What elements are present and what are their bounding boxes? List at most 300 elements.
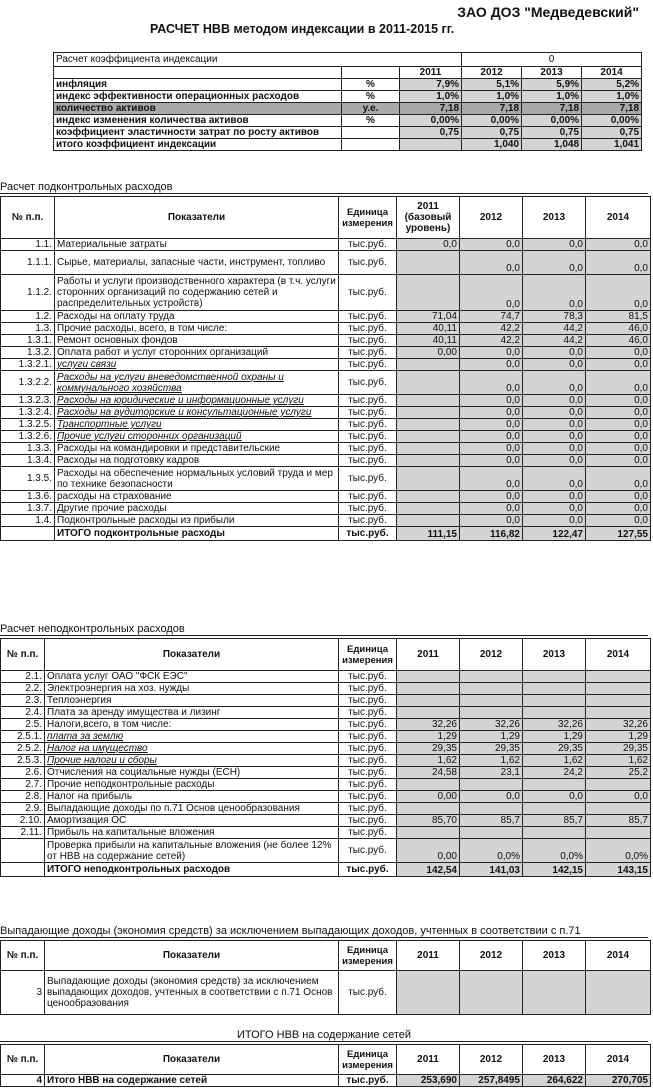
row-label: Выпадающие доходы (экономия средств) за исключением выпадающих доходов, учтенных в соответствии с п.71 Основ ценообразования	[45, 971, 339, 1015]
company-name: ЗАО ДОЗ "Медведевский"	[457, 4, 639, 20]
col-name-header: Показатели	[45, 1045, 339, 1075]
row-value: 0,0	[460, 407, 523, 419]
row-number: 2.7.	[1, 779, 45, 791]
col-year-header: 2014	[586, 941, 651, 971]
row-label: Сырье, материалы, запасные части, инструмент, топливо	[55, 251, 339, 275]
row-number: 2.5.3.	[1, 755, 45, 767]
row-label: расходы на страхование	[55, 491, 339, 503]
row-value	[397, 515, 460, 527]
coef-row-value: 7,18	[462, 103, 522, 115]
row-unit: тыс.руб.	[339, 251, 397, 275]
coef-row-value: 1,0%	[462, 91, 522, 103]
col-year-header: 2014	[586, 1045, 651, 1075]
table-row	[1, 395, 651, 407]
row-value: 0,0	[523, 251, 586, 275]
row-unit: тыс.руб.	[339, 359, 397, 371]
col-year-header: 2013	[523, 1045, 586, 1075]
row-value: 0,0%	[460, 839, 523, 863]
col-year-header: 2012	[460, 941, 523, 971]
row-value: 0,0	[460, 791, 523, 803]
table-row	[1, 491, 651, 503]
col-year-header: 2014	[586, 197, 651, 239]
col-year-header: 2011	[397, 639, 460, 671]
row-number: 2.5.	[1, 719, 45, 731]
row-unit: тыс.руб.	[339, 407, 397, 419]
table-row	[1, 443, 651, 455]
row-value: 0,0	[586, 455, 651, 467]
row-number: 2.5.2.	[1, 743, 45, 755]
row-value: 270,705	[586, 1075, 651, 1087]
row-value	[586, 707, 651, 719]
row-number: 1.3.2.5.	[1, 419, 55, 431]
row-label: Расходы на услуги вневедомственной охраны и коммунального хозяйства	[55, 371, 339, 395]
row-value	[397, 275, 460, 311]
row-value: 1,62	[460, 755, 523, 767]
lost-income-section-title: Выпадающие доходы (экономия средств) за исключением выпадающих доходов, учтенных в соответствии с п.71	[0, 925, 648, 938]
coef-row-value: 1,041	[582, 139, 642, 151]
coef-row-value: 0,00%	[582, 115, 642, 127]
row-value: 71,04	[397, 311, 460, 323]
row-value: 85,7	[586, 815, 651, 827]
row-value: 116,82	[460, 527, 523, 541]
row-value: 1,29	[460, 731, 523, 743]
row-unit: тыс.руб.	[339, 827, 397, 839]
row-value: 0,0	[586, 347, 651, 359]
row-label: услуги связи	[55, 359, 339, 371]
col-year-header: 2012	[460, 197, 523, 239]
coef-row-value: 7,9%	[400, 79, 462, 91]
row-label: Налог на прибыль	[45, 791, 339, 803]
row-unit: тыс.руб.	[339, 803, 397, 815]
row-number: 1.3.6.	[1, 491, 55, 503]
uncontrolled-expenses-table	[0, 638, 651, 877]
row-value	[460, 827, 523, 839]
row-number: 3	[1, 971, 45, 1015]
row-label: Прочие налоги и сборы	[45, 755, 339, 767]
row-value	[460, 695, 523, 707]
row-value: 111,15	[397, 527, 460, 541]
row-label: Оплата работ и услуг сторонних организаций	[55, 347, 339, 359]
coef-row-value: 0,00%	[462, 115, 522, 127]
col-unit-header: Единица измерения	[339, 197, 397, 239]
row-label: ИТОГО подконтрольные расходы	[55, 527, 339, 541]
col-num-header: № п.п.	[1, 941, 45, 971]
total-section-title: ИТОГО НВВ на содержание сетей	[0, 1029, 648, 1042]
col-year-header: 2012	[460, 639, 523, 671]
table-row	[1, 419, 651, 431]
coef-year: 2011	[400, 67, 462, 79]
row-value: 0,0	[586, 503, 651, 515]
row-value: 0,0	[523, 431, 586, 443]
row-value: 29,35	[586, 743, 651, 755]
row-label: ИТОГО неподконтрольных расходов	[45, 863, 339, 877]
table-row	[1, 407, 651, 419]
row-value	[586, 827, 651, 839]
row-value: 0,0	[397, 239, 460, 251]
row-value: 32,26	[586, 719, 651, 731]
row-unit: тыс.руб.	[339, 719, 397, 731]
row-unit: тыс.руб.	[339, 779, 397, 791]
col-name-header: Показатели	[45, 941, 339, 971]
row-label: Прочие неподконтрольные расходы	[45, 779, 339, 791]
row-value: 25,2	[586, 767, 651, 779]
row-unit: тыс.руб.	[339, 839, 397, 863]
row-unit: тыс.руб.	[339, 455, 397, 467]
table-row	[1, 455, 651, 467]
row-label: Проверка прибыли на капитальные вложения (не более 12% от НВВ на содержание сетей)	[45, 839, 339, 863]
row-number: 2.8.	[1, 791, 45, 803]
row-value	[397, 827, 460, 839]
table-row	[1, 791, 651, 803]
row-unit: тыс.руб.	[339, 731, 397, 743]
row-value: 0,0	[460, 455, 523, 467]
coef-row	[54, 115, 642, 127]
table-row	[1, 863, 651, 877]
row-value: 29,35	[523, 743, 586, 755]
coef-row-value: 7,18	[522, 103, 582, 115]
row-unit: тыс.руб.	[339, 791, 397, 803]
row-value: 24,58	[397, 767, 460, 779]
page-title: РАСЧЕТ НВВ методом индексации в 2011-2015 гг.	[150, 22, 455, 36]
row-unit: тыс.руб.	[339, 695, 397, 707]
coef-row-label: индекс эффективности операционных расходов	[54, 91, 342, 103]
row-value: 0,0	[460, 371, 523, 395]
row-label: Отчисления на социальные нужды (ЕСН)	[45, 767, 339, 779]
row-value: 0,0	[586, 251, 651, 275]
row-number: 2.4.	[1, 707, 45, 719]
row-value: 1,29	[523, 731, 586, 743]
row-value: 42,2	[460, 323, 523, 335]
row-value: 78,3	[523, 311, 586, 323]
row-label: плата за землю	[45, 731, 339, 743]
table-row	[1, 743, 651, 755]
row-label: Материальные затраты	[55, 239, 339, 251]
row-number: 4	[1, 1075, 45, 1087]
row-unit: тыс.руб.	[339, 671, 397, 683]
row-value	[460, 671, 523, 683]
row-unit: тыс.руб.	[339, 275, 397, 311]
row-value: 0,0	[523, 359, 586, 371]
coef-row-value: 1,0%	[582, 91, 642, 103]
row-number	[1, 527, 55, 541]
row-unit: тыс.руб.	[339, 527, 397, 541]
row-value: 85,7	[523, 815, 586, 827]
coef-row-unit: у.е.	[342, 103, 400, 115]
row-value	[397, 803, 460, 815]
row-value	[397, 419, 460, 431]
table-row	[1, 323, 651, 335]
coef-header-value: 0	[462, 53, 642, 67]
row-value	[523, 683, 586, 695]
row-label: Прочие услуги сторонних организаций	[55, 431, 339, 443]
row-number: 2.1.	[1, 671, 45, 683]
row-value	[397, 467, 460, 491]
row-unit: тыс.руб.	[339, 239, 397, 251]
coef-row-value: 5,9%	[522, 79, 582, 91]
row-unit: тыс.руб.	[339, 755, 397, 767]
row-value: 0,0	[586, 467, 651, 491]
row-unit: тыс.руб.	[339, 467, 397, 491]
table-row	[1, 359, 651, 371]
row-number: 1.3.2.1.	[1, 359, 55, 371]
row-value: 0,0	[523, 239, 586, 251]
table-row	[1, 431, 651, 443]
row-value: 1,62	[586, 755, 651, 767]
row-value	[397, 251, 460, 275]
table-row	[1, 515, 651, 527]
coef-row-value: 0,00%	[522, 115, 582, 127]
row-number: 1.4.	[1, 515, 55, 527]
row-number: 1.3.2.4.	[1, 407, 55, 419]
coef-row-unit	[342, 127, 400, 139]
indexation-coefficient-table	[53, 52, 642, 151]
row-number: 1.3.5.	[1, 467, 55, 491]
row-number: 1.1.1.	[1, 251, 55, 275]
row-value	[460, 779, 523, 791]
table-row	[1, 695, 651, 707]
row-value: 85,7	[460, 815, 523, 827]
row-number: 2.11.	[1, 827, 45, 839]
row-value	[397, 971, 460, 1015]
row-label: Теплоэнергия	[45, 695, 339, 707]
coef-row-value: 1,040	[462, 139, 522, 151]
col-num-header: № п.п.	[1, 197, 55, 239]
coef-row	[54, 91, 642, 103]
row-value: 0,0	[586, 431, 651, 443]
row-value	[460, 971, 523, 1015]
total-nvv-table	[0, 1044, 651, 1087]
row-value: 1,29	[397, 731, 460, 743]
row-value: 0,00	[397, 791, 460, 803]
row-value: 0,0	[523, 443, 586, 455]
row-value: 0,0	[523, 467, 586, 491]
row-value: 0,0	[586, 407, 651, 419]
row-value: 44,2	[523, 335, 586, 347]
row-value: 1,62	[397, 755, 460, 767]
coef-row-value	[400, 139, 462, 151]
row-value: 0,0	[586, 491, 651, 503]
row-value	[586, 683, 651, 695]
row-number: 1.3.2.	[1, 347, 55, 359]
row-value: 0,00	[397, 347, 460, 359]
table-row	[1, 827, 651, 839]
row-value: 0,0	[523, 395, 586, 407]
controlled-section-title: Расчет подконтрольных расходов	[0, 181, 648, 194]
row-value: 46,0	[586, 335, 651, 347]
row-value: 0,0	[460, 503, 523, 515]
col-year-header: 2012	[460, 1045, 523, 1075]
row-value	[523, 827, 586, 839]
row-value	[397, 371, 460, 395]
row-number: 1.3.2.2.	[1, 371, 55, 395]
row-label: Транспортные услуги	[55, 419, 339, 431]
row-unit: тыс.руб.	[339, 371, 397, 395]
row-value: 143,15	[586, 863, 651, 877]
row-label: Расходы на командировки и представительские	[55, 443, 339, 455]
row-value: 0,0	[460, 251, 523, 275]
row-number: 1.3.4.	[1, 455, 55, 467]
row-value: 0,0	[523, 419, 586, 431]
coef-row-label: индекс изменения количества активов	[54, 115, 342, 127]
row-label: Выпадающие доходы по п.71 Основ ценообразования	[45, 803, 339, 815]
table-row	[1, 371, 651, 395]
row-value: 0,0	[460, 515, 523, 527]
row-unit: тыс.руб.	[339, 707, 397, 719]
row-value: 0,0	[460, 491, 523, 503]
row-value	[397, 503, 460, 515]
coef-year: 2013	[522, 67, 582, 79]
row-value: 264,622	[523, 1075, 586, 1087]
row-unit: тыс.руб.	[339, 743, 397, 755]
row-value: 32,26	[523, 719, 586, 731]
table-row	[1, 503, 651, 515]
row-value: 29,35	[397, 743, 460, 755]
row-value	[523, 695, 586, 707]
row-value	[586, 803, 651, 815]
row-unit: тыс.руб.	[339, 395, 397, 407]
col-year-header: 2011	[397, 941, 460, 971]
row-value: 0,0	[523, 407, 586, 419]
row-value: 0,0%	[586, 839, 651, 863]
row-value: 0,0	[460, 431, 523, 443]
row-number: 2.3.	[1, 695, 45, 707]
row-value: 122,47	[523, 527, 586, 541]
row-value: 0,0	[523, 491, 586, 503]
row-number: 2.10.	[1, 815, 45, 827]
col-year-header: 2011 (базовый уровень)	[397, 197, 460, 239]
row-label: Расходы на обеспечение нормальных условий труда и мер по технике безопасности	[55, 467, 339, 491]
row-value: 0,0	[460, 359, 523, 371]
coef-row-label: инфляция	[54, 79, 342, 91]
table-row	[1, 275, 651, 311]
row-unit: тыс.руб.	[339, 515, 397, 527]
coef-row-unit: %	[342, 91, 400, 103]
row-number: 1.3.7.	[1, 503, 55, 515]
row-value: 0,0	[460, 443, 523, 455]
row-unit: тыс.руб.	[339, 1075, 397, 1087]
col-name-header: Показатели	[55, 197, 339, 239]
row-value: 85,70	[397, 815, 460, 827]
row-unit: тыс.руб.	[339, 767, 397, 779]
row-unit: тыс.руб.	[339, 971, 397, 1015]
row-value: 0,0	[460, 419, 523, 431]
row-unit: тыс.руб.	[339, 347, 397, 359]
row-value: 1,62	[523, 755, 586, 767]
row-unit: тыс.руб.	[339, 323, 397, 335]
row-number	[1, 839, 45, 863]
row-value: 0,0	[586, 359, 651, 371]
row-value	[523, 707, 586, 719]
coef-row-value: 0,75	[522, 127, 582, 139]
col-year-header: 2014	[586, 639, 651, 671]
row-value: 46,0	[586, 323, 651, 335]
row-value: 40,11	[397, 323, 460, 335]
coef-row-value: 0,75	[582, 127, 642, 139]
row-value: 1,29	[586, 731, 651, 743]
row-label: Амортизация ОС	[45, 815, 339, 827]
row-value: 32,26	[397, 719, 460, 731]
row-unit: тыс.руб.	[339, 491, 397, 503]
table-row	[1, 671, 651, 683]
table-row	[1, 251, 651, 275]
col-num-header: № п.п.	[1, 639, 45, 671]
col-unit-header: Единица измерения	[339, 1045, 397, 1075]
col-num-header: № п.п.	[1, 1045, 45, 1075]
row-value: 0,0	[523, 275, 586, 311]
row-number: 1.3.2.6.	[1, 431, 55, 443]
col-year-header: 2011	[397, 1045, 460, 1075]
row-value	[586, 779, 651, 791]
row-value: 0,0	[460, 467, 523, 491]
col-year-header: 2013	[523, 197, 586, 239]
row-value: 257,8495	[460, 1075, 523, 1087]
row-unit: тыс.руб.	[339, 419, 397, 431]
coef-row-unit: %	[342, 115, 400, 127]
coef-row-value: 7,18	[582, 103, 642, 115]
coef-header-label: Расчет коэффициента индексации	[54, 53, 462, 67]
row-label: Расходы на аудиторские и консультационные услуги	[55, 407, 339, 419]
row-value	[586, 695, 651, 707]
row-value	[460, 683, 523, 695]
row-label: Оплата услуг ОАО "ФСК ЕЭС"	[45, 671, 339, 683]
row-value	[397, 491, 460, 503]
row-value	[397, 443, 460, 455]
row-value: 0,0%	[523, 839, 586, 863]
col-unit-header: Единица измерения	[339, 941, 397, 971]
row-label: Налоги,всего, в том числе:	[45, 719, 339, 731]
coef-row	[54, 127, 642, 139]
row-label: Налог на имущество	[45, 743, 339, 755]
row-value: 24,2	[523, 767, 586, 779]
coef-row-label: коэффициент эластичности затрат по росту активов	[54, 127, 342, 139]
table-row	[1, 311, 651, 323]
row-value: 0,0	[460, 395, 523, 407]
table-row	[1, 467, 651, 491]
row-label: Итого НВВ на содержание сетей	[45, 1075, 339, 1087]
row-value: 74,7	[460, 311, 523, 323]
coef-row-value: 5,1%	[462, 79, 522, 91]
row-value: 142,54	[397, 863, 460, 877]
table-row	[1, 755, 651, 767]
row-unit: тыс.руб.	[339, 503, 397, 515]
row-label: Работы и услуги производственного характера (в т.ч. услуги сторонних организаций по содержанию сетей и распределительных устройств)	[55, 275, 339, 311]
row-value: 127,55	[586, 527, 651, 541]
row-number: 2.6.	[1, 767, 45, 779]
row-value: 0,0	[586, 275, 651, 311]
row-number: 1.3.	[1, 323, 55, 335]
row-value	[397, 779, 460, 791]
col-unit-header: Единица измерения	[339, 639, 397, 671]
table-row	[1, 815, 651, 827]
row-unit: тыс.руб.	[339, 335, 397, 347]
row-unit: тыс.руб.	[339, 863, 397, 877]
row-number	[1, 863, 45, 877]
row-value: 29,35	[460, 743, 523, 755]
table-row	[1, 731, 651, 743]
row-number: 2.5.1.	[1, 731, 45, 743]
row-value: 0,0	[586, 791, 651, 803]
col-year-header: 2013	[523, 941, 586, 971]
row-value: 0,0	[460, 347, 523, 359]
coef-row-unit	[342, 139, 400, 151]
row-label: Электроэнергия на хоз. нужды	[45, 683, 339, 695]
row-value: 81,5	[586, 311, 651, 323]
row-unit: тыс.руб.	[339, 443, 397, 455]
row-label: Расходы на юридические и информационные услуги	[55, 395, 339, 407]
coef-row-value: 1,0%	[400, 91, 462, 103]
row-value: 0,0	[586, 419, 651, 431]
row-value	[523, 779, 586, 791]
